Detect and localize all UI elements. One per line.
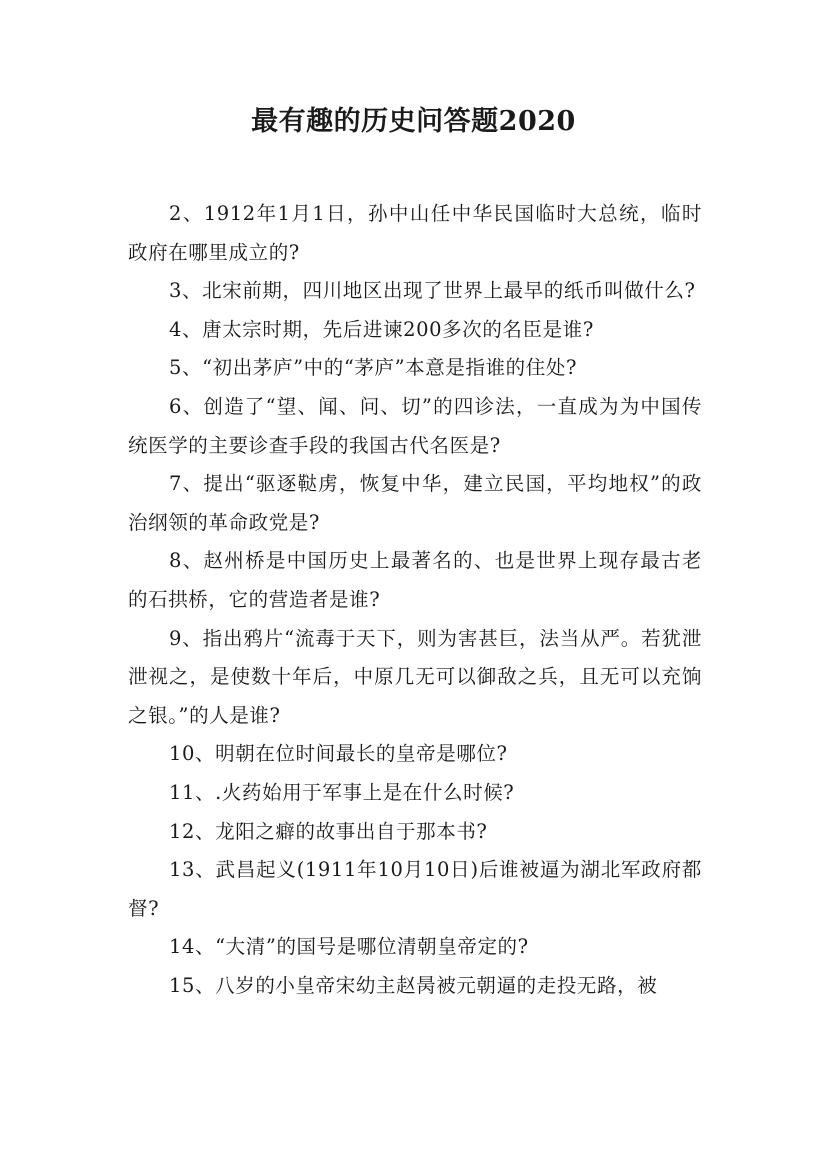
question-item: 9、指出鸦片“流毒于天下，则为害甚巨，法当从严。若犹泄泄视之，是使数十年后，中原几无可以御敌之兵，且无可以充饷之银。”的人是谁?	[128, 626, 702, 727]
question-item: 14、“大清”的国号是哪位清朝皇帝定的?	[169, 935, 529, 959]
question-item: 4、唐太宗时期，先后进谏200多次的名臣是谁?	[169, 317, 594, 341]
question-item: 8、赵州桥是中国历史上最著名的、也是世界上现存最古老的石拱桥，它的营造者是谁?	[128, 549, 702, 611]
question-list	[128, 195, 702, 1005]
question-item: 7、提出“驱逐鞑虏，恢复中华，建立民国，平均地权”的政治纲领的革命政党是?	[128, 472, 702, 534]
question-item: 3、北宋前期，四川地区出现了世界上最早的纸币叫做什么?	[169, 279, 696, 303]
question-item: 6、创造了“望、闻、问、切”的四诊法，一直成为为中国传统医学的主要诊查手段的我国古代名医是?	[128, 394, 702, 457]
question-item: 15、八岁的小皇帝宋幼主赵昺被元朝逼的走投无路，被	[169, 973, 658, 997]
question-item: 13、武昌起义(1911年10月10日)后谁被逼为湖北军政府都督?	[128, 858, 702, 920]
document-title: 最有趣的历史问答题2020	[251, 106, 576, 137]
question-item: 5、“初出茅庐”中的“茅庐”本意是指谁的住处?	[169, 356, 578, 380]
question-item: 2、1912年1月1日，孙中山任中华民国临时大总统，临时政府在哪里成立的?	[128, 202, 702, 264]
question-item: 12、龙阳之癖的故事出自于那本书?	[169, 819, 488, 843]
question-item: 10、明朝在位时间最长的皇帝是哪位?	[169, 742, 508, 766]
question-item: 11、.火药始用于军事上是在什么时候?	[169, 780, 515, 804]
